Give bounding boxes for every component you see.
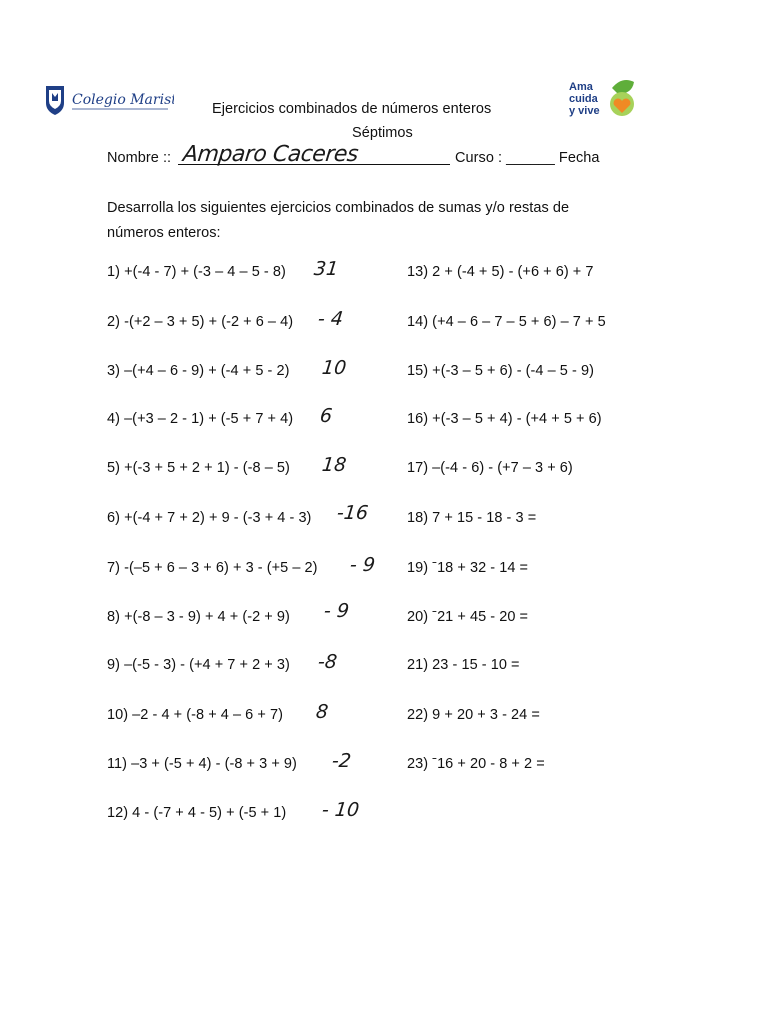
svg-text:cuida: cuida	[569, 93, 598, 105]
exercise-8: 8) +(-8 – 3 - 9) + 4 + (-2 + 9)	[107, 609, 290, 625]
exercise-2: 2) -(+2 – 3 + 5) + (-2 + 6 – 4)	[107, 314, 294, 330]
exercise-13: 13) 2 + (-4 + 5) - (+6 + 6) + 7	[407, 264, 594, 280]
instructions-line-1: Desarrolla los siguientes ejercicios combinados de sumas y/o restas de	[107, 200, 570, 216]
answer-6[interactable]: -16	[335, 502, 370, 524]
campaign-logo	[568, 78, 636, 120]
answer-11[interactable]: -2	[330, 750, 353, 772]
answer-5[interactable]: 18	[320, 454, 348, 476]
svg-text:y vive: y vive	[569, 105, 600, 117]
exercise-21: 21) 23 - 15 - 10 =	[407, 657, 520, 673]
exercise-11: 11) –3 + (-5 + 4) - (-8 + 3 + 9)	[107, 756, 297, 772]
answer-12[interactable]: - 10	[320, 799, 361, 821]
student-name-handwritten[interactable]: Amparo Caceres	[181, 142, 360, 167]
exercise-19: 19) ˉ18 + 32 - 14 =	[407, 560, 529, 576]
answer-10[interactable]: 8	[314, 701, 330, 723]
exercise-4: 4) –(+3 – 2 - 1) + (-5 + 7 + 4)	[107, 411, 294, 427]
exercise-3: 3) –(+4 – 6 - 9) + (-4 + 5 - 2)	[107, 363, 290, 379]
answer-1[interactable]: 31	[312, 258, 340, 280]
answer-2[interactable]: - 4	[316, 308, 345, 330]
exercise-20: 20) ˉ21 + 45 - 20 =	[407, 609, 529, 625]
exercise-12: 12) 4 - (-7 + 4 - 5) + (-5 + 1)	[107, 805, 287, 821]
worksheet-subtitle: Séptimos	[352, 125, 413, 141]
exercise-1: 1) +(-4 - 7) + (-3 – 4 – 5 - 8)	[107, 264, 286, 280]
exercise-23: 23) ˉ16 + 20 - 8 + 2 =	[407, 756, 545, 772]
school-logo	[44, 84, 174, 116]
name-label: Nombre ::	[107, 150, 172, 166]
exercise-15: 15) +(-3 – 5 + 6) - (-4 – 5 - 9)	[407, 363, 594, 379]
answer-4[interactable]: 6	[318, 405, 334, 427]
svg-text:Colegio Marista: Colegio Marista	[72, 92, 174, 108]
exercise-22: 22) 9 + 20 + 3 - 24 =	[407, 707, 540, 723]
exercise-10: 10) –2 - 4 + (-8 + 4 – 6 + 7)	[107, 707, 283, 723]
answer-8[interactable]: - 9	[322, 600, 351, 622]
exercise-7: 7) -(–5 + 6 – 3 + 6) + 3 - (+5 – 2)	[107, 560, 318, 576]
exercise-9: 9) –(-5 - 3) - (+4 + 7 + 2 + 3)	[107, 657, 290, 673]
exercise-14: 14) (+4 – 6 – 7 – 5 + 6) – 7 + 5	[407, 314, 606, 330]
worksheet-title: Ejercicios combinados de números enteros	[212, 101, 492, 117]
answer-3[interactable]: 10	[320, 357, 348, 379]
answer-9[interactable]: -8	[316, 651, 339, 673]
curso-fecha-label: Curso : ______ Fecha	[455, 150, 600, 166]
instructions-line-2: números enteros:	[107, 225, 221, 241]
exercise-6: 6) +(-4 + 7 + 2) + 9 - (-3 + 4 - 3)	[107, 510, 312, 526]
exercise-5: 5) +(-3 + 5 + 2 + 1) - (-8 – 5)	[107, 460, 290, 476]
exercise-18: 18) 7 + 15 - 18 - 3 =	[407, 510, 537, 526]
exercise-16: 16) +(-3 – 5 + 4) - (+4 + 5 + 6)	[407, 411, 602, 427]
exercise-17: 17) –(-4 - 6) - (+7 – 3 + 6)	[407, 460, 573, 476]
svg-text:Ama: Ama	[569, 81, 593, 93]
answer-7[interactable]: - 9	[348, 554, 377, 576]
